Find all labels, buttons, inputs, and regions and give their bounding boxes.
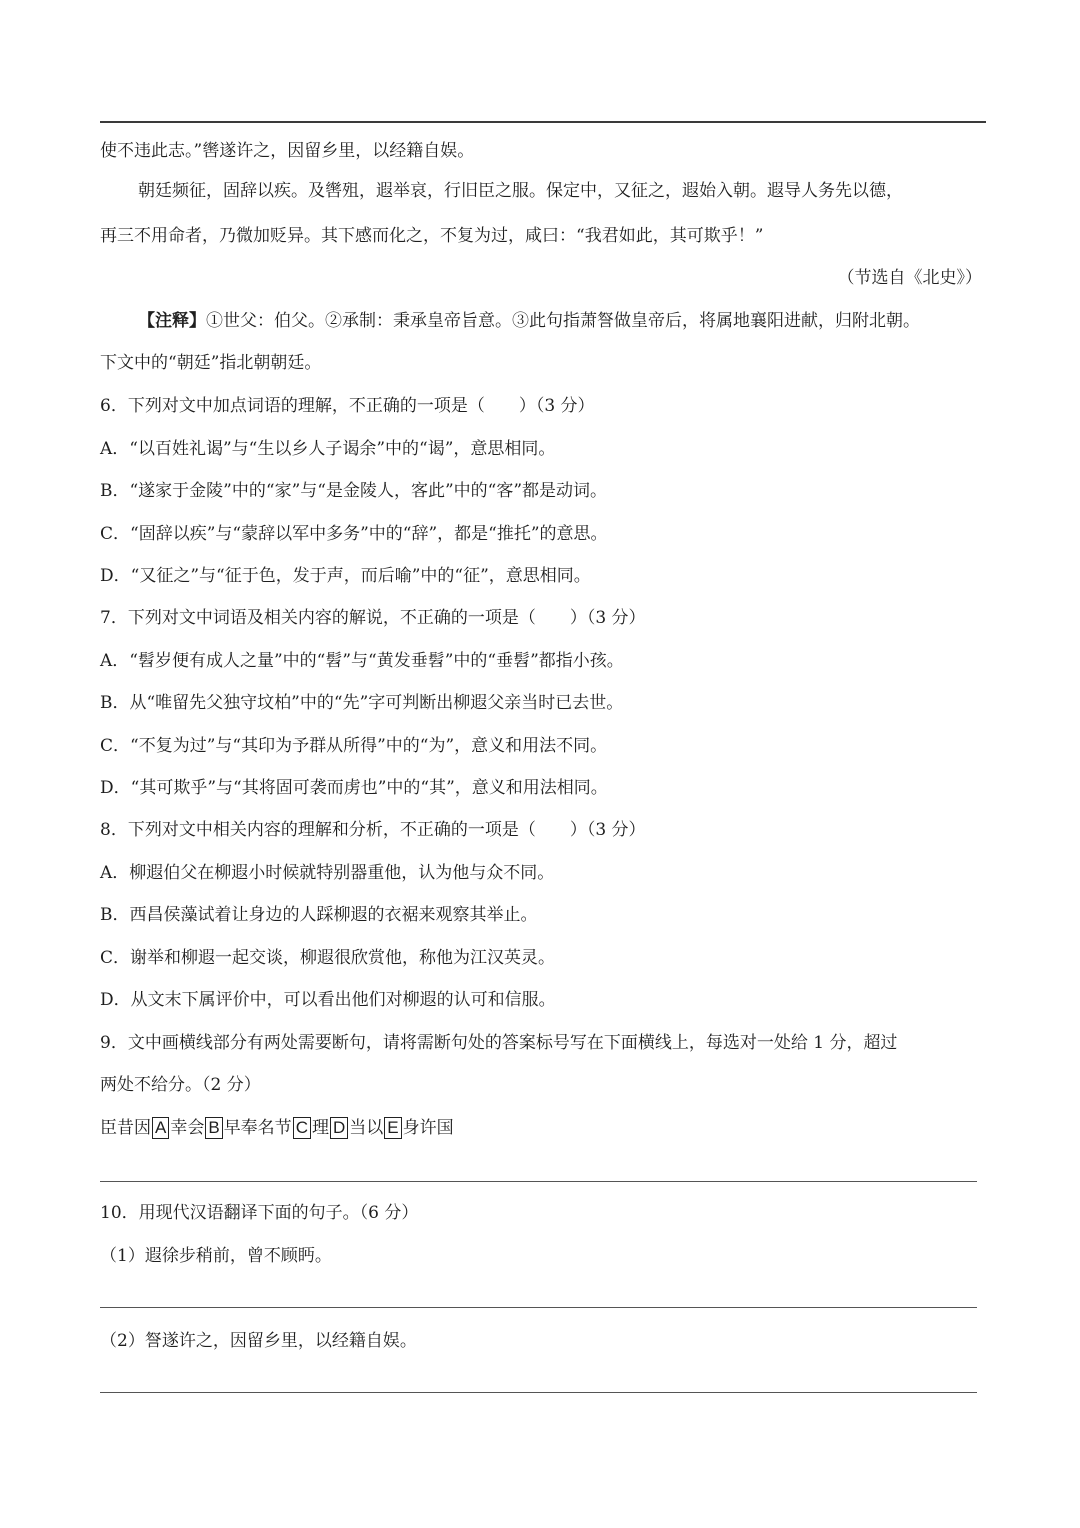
- q9-segment: 理: [311, 1118, 329, 1138]
- q10-stem: 10．用现代汉语翻译下面的句子。（6 分）: [100, 1203, 419, 1223]
- q10-sentence-1: （1）遐徐步稍前，曾不顾眄。: [100, 1246, 332, 1266]
- passage-line-3: 再三不用命者，乃微加贬异。其下感而化之，不复为过，咸曰：“我君如此，其可欺乎！”: [100, 226, 764, 246]
- q7-option-d: D．“其可欺乎”与“其将固可袭而虏也”中的“其”，意义和用法相同。: [100, 778, 608, 798]
- q6-option-c: C．“固辞以疾”与“蒙辞以军中多务”中的“辞”，都是“推托”的意思。: [100, 524, 608, 544]
- q10-answer-line-2[interactable]: [100, 1392, 977, 1393]
- passage-line-1: 使不违此志。”辔遂许之，因留乡里，以经籍自娱。: [100, 141, 475, 161]
- document-page: [100, 0, 986, 1528]
- q9-stem-line-2: 两处不给分。（2 分）: [100, 1075, 261, 1095]
- note-line-1: [138, 309, 920, 333]
- q7-option-a: A．“髫岁便有成人之量”中的“髫”与“黄发垂髫”中的“垂髫”都指小孩。: [100, 651, 624, 671]
- q9-segment: 当以: [349, 1118, 384, 1138]
- q9-segment: 幸会: [170, 1118, 205, 1138]
- q8-option-b: B．西昌侯藻试着让身边的人踩柳遐的衣裾来观察其举止。: [100, 905, 538, 925]
- q9-break-box-b: B: [205, 1117, 222, 1139]
- q9-break-box-c: C: [293, 1117, 311, 1139]
- q10-answer-line-1[interactable]: [100, 1307, 977, 1308]
- note-line-2: 下文中的“朝廷”指北朝朝廷。: [100, 353, 322, 373]
- q10-sentence-2: （2）詧遂许之，因留乡里，以经籍自娱。: [100, 1331, 417, 1351]
- q6-option-d: D．“又征之”与“征于色，发于声，而后喻”中的“征”，意思相同。: [100, 566, 591, 586]
- passage-line-2: 朝廷频征，固辞以疾。及辔殂，遐举哀，行旧臣之服。保定中，又征之，遐始入朝。遐导人务先以德，: [138, 181, 903, 201]
- q9-segment: 早奉名节: [223, 1118, 292, 1138]
- q7-stem: 7．下列对文中词语及相关内容的解说，不正确的一项是（ ）（3 分）: [100, 608, 646, 628]
- q8-option-a: A．柳遐伯父在柳遐小时候就特别器重他，认为他与众不同。: [100, 863, 555, 883]
- q9-break-box-e: E: [384, 1117, 401, 1139]
- q8-option-c: C．谢举和柳遐一起交谈，柳遐很欣赏他，称他为江汉英灵。: [100, 948, 556, 968]
- passage-source: （节选自《北史》）: [837, 268, 982, 288]
- q7-option-b: B．从“唯留先父独守坟柏”中的“先”字可判断出柳遐父亲当时已去世。: [100, 693, 624, 713]
- header-rule: [100, 121, 986, 123]
- q8-option-d: D．从文末下属评价中，可以看出他们对柳遐的认可和信服。: [100, 990, 556, 1010]
- q6-stem: 6．下列对文中加点词语的理解，不正确的一项是（ ）（3 分）: [100, 396, 595, 416]
- q9-break-box-a: A: [152, 1117, 169, 1139]
- q9-segment: 臣昔因: [100, 1118, 151, 1138]
- q8-stem: 8．下列对文中相关内容的理解和分析，不正确的一项是（ ）（3 分）: [100, 820, 646, 840]
- q7-option-c: C．“不复为过”与“其印为予群从所得”中的“为”，意义和用法不同。: [100, 736, 608, 756]
- q9-stem-line-1: 9．文中画横线部分有两处需要断句，请将需断句处的答案标号写在下面横线上，每选对一处给 1 分，超过: [100, 1033, 898, 1053]
- note-label: 【注释】: [138, 311, 206, 331]
- q9-sentence: [100, 1116, 454, 1140]
- q9-answer-line[interactable]: [100, 1181, 977, 1182]
- q9-segment: 身许国: [402, 1118, 454, 1138]
- q6-option-b: B．“遂家于金陵”中的“家”与“是金陵人，客此”中的“客”都是动词。: [100, 481, 608, 501]
- q6-option-a: A．“以百姓礼谒”与“生以乡人子谒余”中的“谒”，意思相同。: [100, 439, 556, 459]
- note-text: ①世父：伯父。②承制：秉承皇帝旨意。③此句指萧詧做皇帝后，将属地襄阳进献，归附北朝。: [206, 311, 920, 331]
- q9-break-box-d: D: [330, 1117, 348, 1139]
